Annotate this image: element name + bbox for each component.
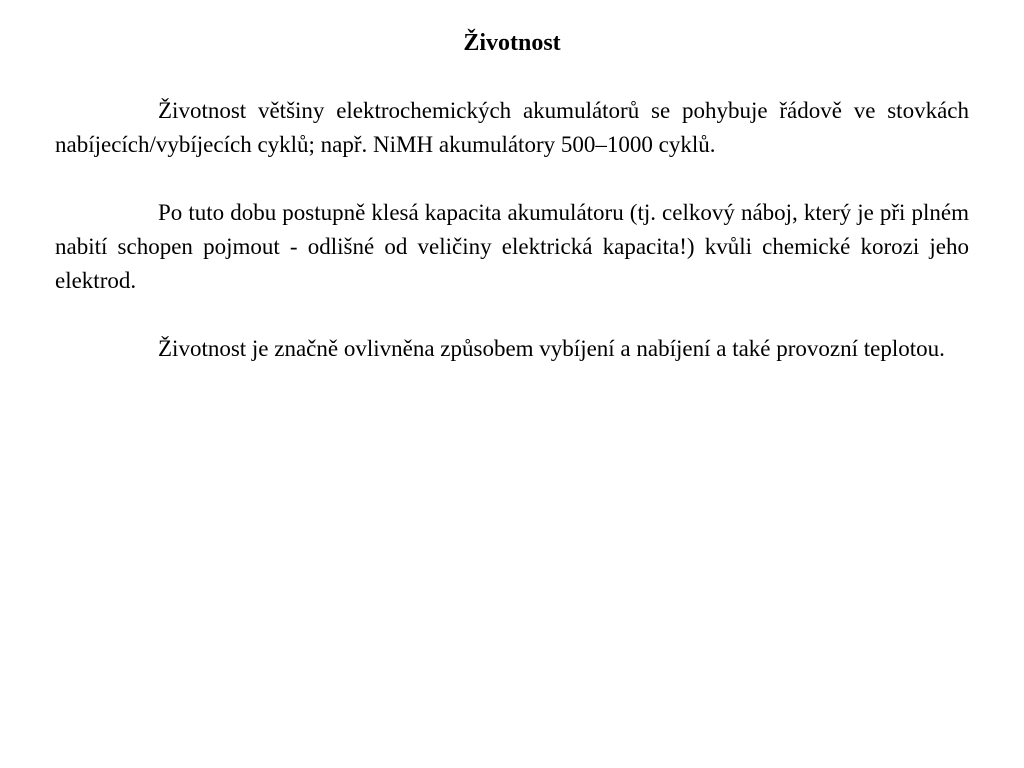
paragraph-lifespan-cycles: Životnost většiny elektrochemických akumulátorů se pohybuje řádově ve stovkách nabíjecích/vybíjecích cyklů; např. NiMH akumulátory 500–1000 cyklů. bbox=[55, 98, 969, 157]
document-body bbox=[55, 26, 969, 400]
page-title: Životnost bbox=[463, 30, 561, 56]
paragraph-influencing-factors: Životnost je značně ovlivněna způsobem vybíjení a nabíjení a také provozní teplotou. bbox=[158, 336, 945, 361]
paragraph-capacity-decline: Po tuto dobu postupně klesá kapacita akumulátoru (tj. celkový náboj, který je při plném nabití schopen pojmout - odlišné od veličiny elektrická kapacita!) kvůli chemické korozi jeho elektrod. bbox=[55, 200, 969, 293]
